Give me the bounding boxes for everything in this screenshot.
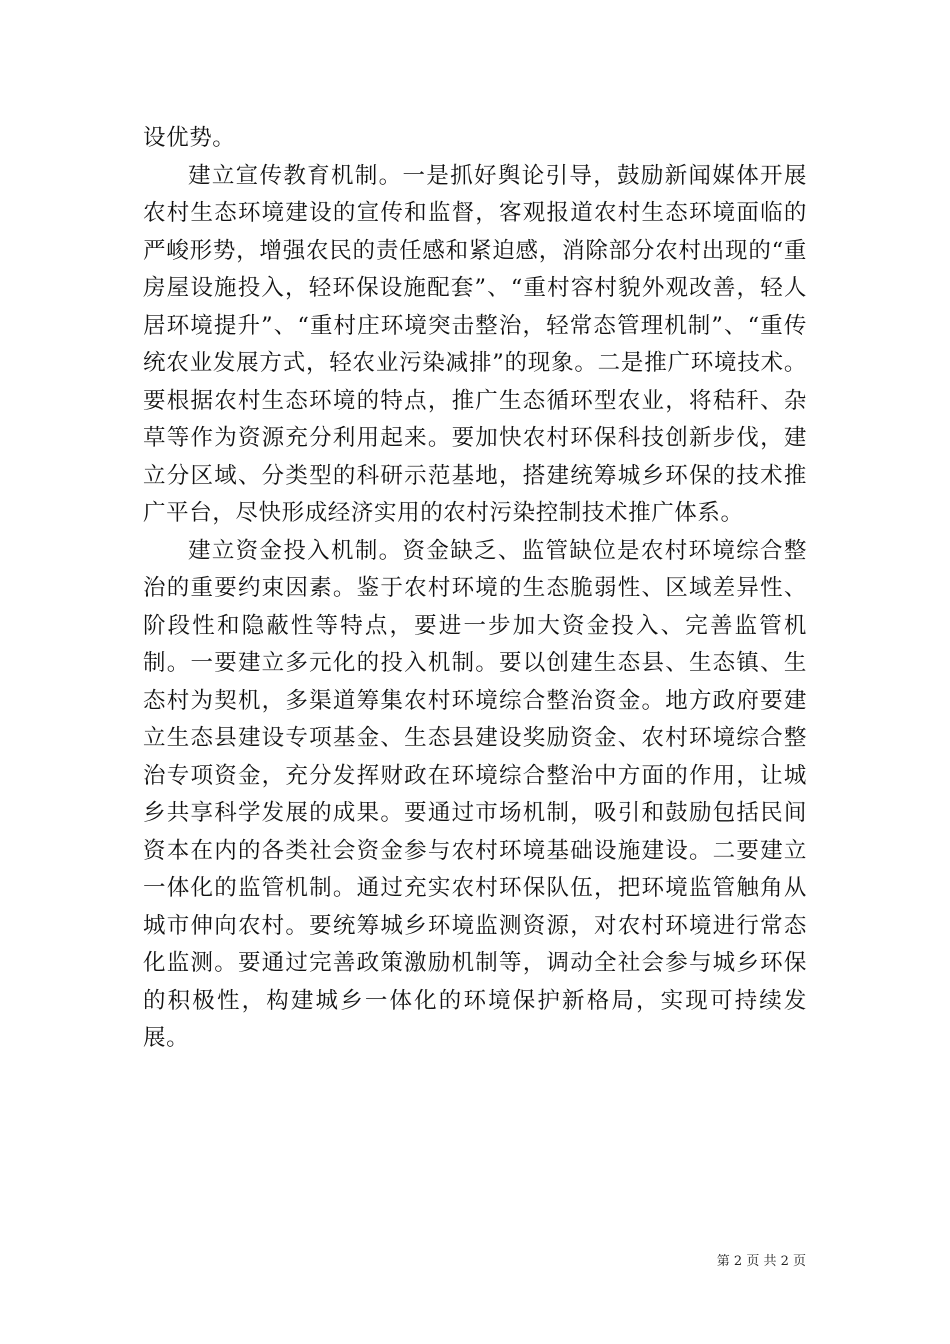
body-text [143, 120, 807, 1058]
paragraph-funding-investment: 建立资金投入机制。资金缺乏、监管缺位是农村环境综合整治的重要约束因素。鉴于农村环境的生态脆弱性、区域差异性、阶段性和隐蔽性等特点，要进一步加大资金投入、完善监管机制。一要建立多元化的投入机制。要以创建生态县、生态镇、生态村为契机，多渠道筹集农村环境综合整治资金。地方政府要建立生态县建设专项基金、生态县建设奖励资金、农村环境综合整治专项资金，充分发挥财政在环境综合整治中方面的作用，让城乡共享科学发展的成果。要通过市场机制，吸引和鼓励包括民间资本在内的各类社会资金参与农村环境基础设施建设。二要建立一体化的监管机制。通过充实农村环保队伍，把环境监管触角从城市伸向农村。要统筹城乡环境监测资源，对农村环境进行常态化监测。要通过完善政策激励机制等，调动全社会参与城乡环保的积极性，构建城乡一体化的环境保护新格局，实现可持续发展。 [143, 537, 807, 1051]
paragraph-publicity-education: 建立宣传教育机制。一是抓好舆论引导，鼓励新闻媒体开展农村生态环境建设的宣传和监督，客观报道农村生态环境面临的严峻形势，增强农民的责任感和紧迫感，消除部分农村出现的“重房屋设施投入，轻环保设施配套”、“重村容村貌外观改善，轻人居环境提升”、“重村庄环境突击整治，轻常态管理机制”、“重传统农业发展方式，轻农业污染减排”的现象。二是推广环境技术。要根据农村生态环境的特点，推广生态循环型农业，将秸秆、杂草等作为资源充分利用起来。要加快农村环保科技创新步伐，建立分区域、分类型的科研示范基地，搭建统筹城乡环保的技术推广平台，尽快形成经济实用的农村污染控制技术推广体系。 [143, 162, 807, 526]
page-number: 第 2 页 共 2 页 [716, 1254, 806, 1269]
paragraph-continuation: 设优势。 [143, 125, 236, 151]
